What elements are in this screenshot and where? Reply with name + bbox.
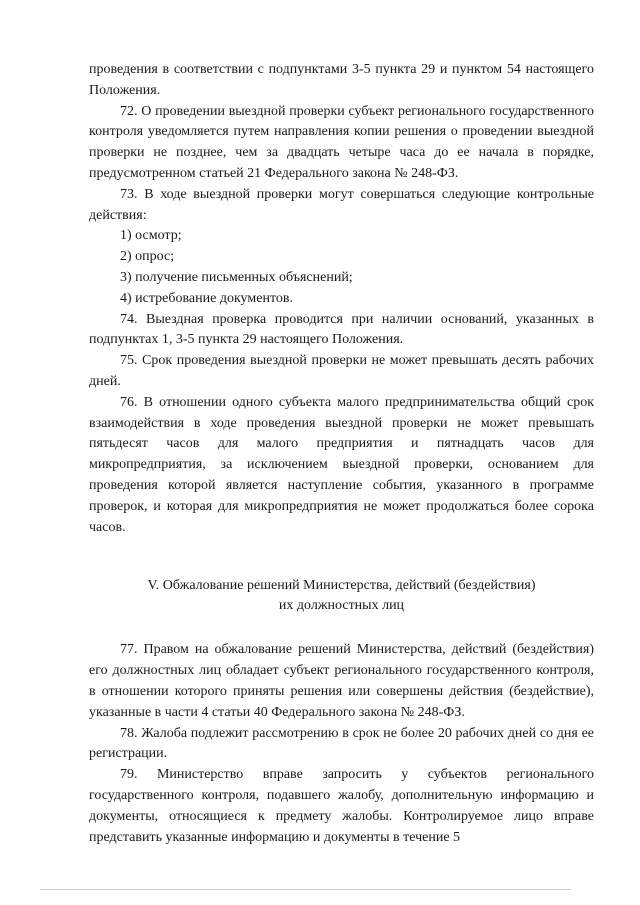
paragraph-74: 74. Выездная проверка проводится при наличии оснований, указанных в подпунктах 1, 3-5 пункта 29 настоящего Положения. <box>89 311 594 348</box>
list-item-explanations: 3) получение письменных объяснений; <box>120 269 353 285</box>
document-body <box>89 60 594 848</box>
list-item-inspection: 1) осмотр; <box>120 228 182 244</box>
paragraph-79: 79. Министерство вправе запросить у субъектов регионального государственного контроля, подавшего жалобу, дополнительную информацию и документы, относящиеся к предмету жалобы. Контролируемое лицо вправе представить указанные информацию и документы в течение 5 <box>89 767 594 845</box>
scan-edge-divider <box>40 889 570 890</box>
paragraph-78: 78. Жалоба подлежит рассмотрению в срок не более 20 рабочих дней со дня ее регистрации. <box>89 725 594 762</box>
section-heading <box>89 576 594 616</box>
section-title-line-2: их должностных лиц <box>278 598 405 614</box>
paragraph-77: 77. Правом на обжалование решений Министерства, действий (бездействия) его должностных лиц обладает субъект регионального государственного контроля, в отношении которого приняты решения или совершены действия (бездействие), указанные в части 4 статьи 40 Федерального закона № 248-ФЗ. <box>89 642 594 720</box>
list-item-documents: 4) истребование документов. <box>120 290 293 306</box>
paragraph-73: 73. В ходе выездной проверки могут совершаться следующие контрольные действия: <box>89 186 594 223</box>
paragraph-76: 76. В отношении одного субъекта малого предпринимательства общий срок взаимодействия в ходе проведения выездной проверки не может превышать пятьдесят часов для малого предприятия и пятнадцать часов для микропредприятия, за исключением выездной проверки, основанием для проведения которой является наступление события, указанного в программе проверок, и которая для микропредприятия не может продолжаться более сорока часов. <box>89 394 594 535</box>
paragraph-72: 72. О проведении выездной проверки субъект регионального государственного контроля уведомляется путем направления копии решения о проведении выездной проверки не позднее, чем за двадцать четыре часа до ее начала в порядке, предусмотренном статьей 21 Федерального закона № 248-ФЗ. <box>89 103 594 181</box>
list-item-survey: 2) опрос; <box>120 249 175 265</box>
paragraph-continuation: проведения в соответствии с подпунктами 3-5 пункта 29 и пунктом 54 настоящего Положения. <box>89 62 594 98</box>
section-title-line-1: V. Обжалование решений Министерства, действий (бездействия) <box>147 578 536 594</box>
paragraph-75: 75. Срок проведения выездной проверки не может превышать десять рабочих дней. <box>89 353 594 389</box>
